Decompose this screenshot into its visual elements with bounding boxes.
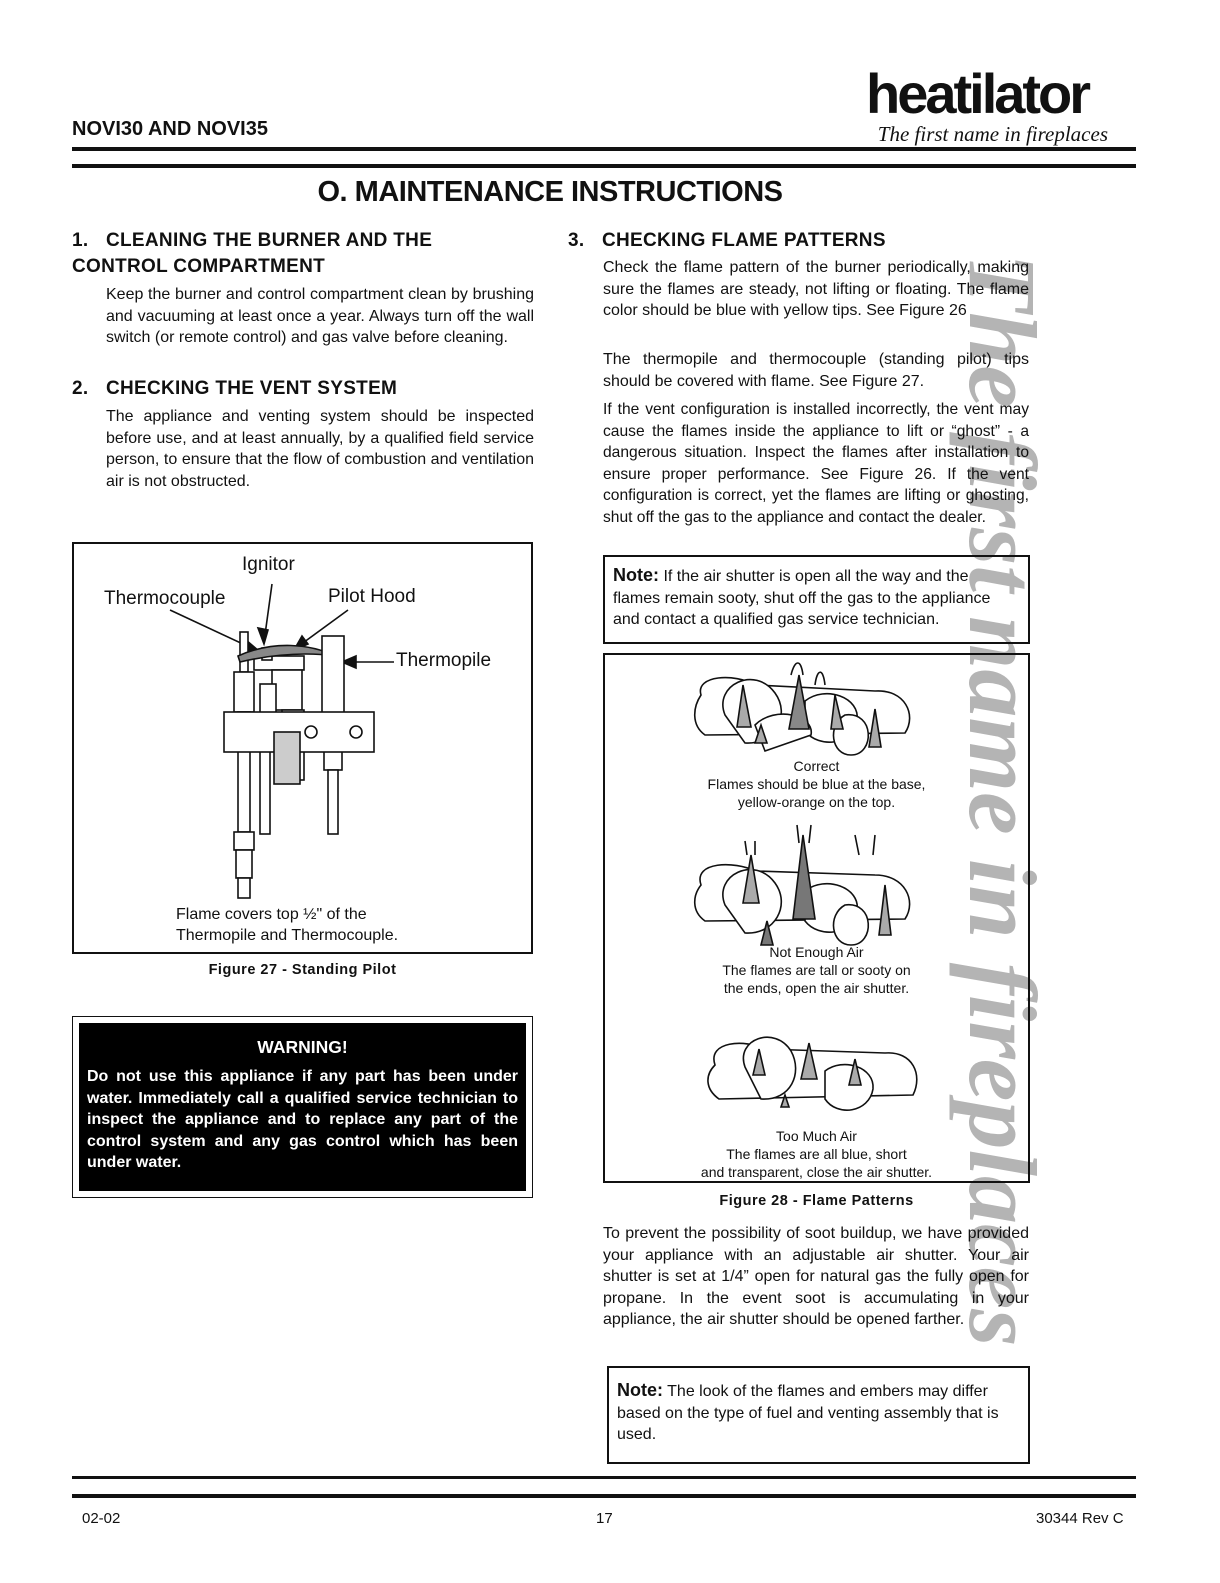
label-thermocouple: Thermocouple	[104, 588, 226, 609]
heatilator-logo	[866, 62, 1128, 147]
figure-27-standing-pilot	[72, 542, 533, 954]
figure-27-caption: Figure 27 - Standing Pilot	[208, 962, 397, 978]
page-number: 17	[596, 1510, 613, 1527]
footer-date: 02-02	[82, 1510, 121, 1527]
footer-rule-top	[72, 1476, 1136, 1479]
warning-box	[79, 1023, 526, 1191]
section-2-body: The appliance and venting system should be inspected before use, and at least annually, by a qualified field service person, to ensure that the flow of combustion and ventilation air is not obstructed.	[106, 408, 534, 490]
label-thermopile: Thermopile	[396, 650, 492, 671]
figure-28-caption: Figure 28 - Flame Patterns	[719, 1193, 914, 1209]
panel-too-much-air-caption: Too Much Air The flames are all blue, short and transparent, close the air shutter.	[700, 1128, 933, 1180]
note-flame-appearance: Note: The look of the flames and embers may differ based on the type of fuel and venting assembly that is used.	[607, 1366, 1030, 1464]
flame-patterns-drawing	[605, 655, 1032, 1185]
panel-not-enough-air-caption: Not Enough Air The flames are tall or sooty on the ends, open the air shutter.	[722, 944, 911, 996]
warning-title: WARNING!	[257, 1037, 348, 1057]
document-revision: 30344 Rev C	[1036, 1510, 1124, 1527]
label-pilot-hood: Pilot Hood	[328, 586, 416, 607]
section-3-paragraph-3: If the vent configuration is installed incorrectly, the vent may cause the flames inside the appliance to lift or “ghost” - a dangerous situation. Inspect the flames after installation to ensure proper performance. See Figure 26. If the vent configuration is correct, yet the flames are lifting or ghosting, shut off the gas to the appliance and contact the dealer.	[603, 401, 1029, 526]
flame-coverage-note: Flame covers top ½" of the Thermopile and Thermocouple.	[176, 906, 399, 944]
header-rule-bottom	[72, 164, 1136, 168]
logo-tagline: The first name in fireplaces	[877, 122, 1108, 146]
figure-28-flame-patterns	[603, 653, 1030, 1183]
footer-rule-bottom	[72, 1494, 1136, 1498]
logo-wordmark: heatilator	[866, 62, 1089, 125]
page-title: O. MAINTENANCE INSTRUCTIONS	[317, 176, 783, 208]
note-air-shutter: Note: If the air shutter is open all the way and the flames remain sooty, shut off the gas to the appliance and contact a qualified gas service technician.	[603, 555, 1030, 644]
side-watermark-text: The first name in fireplaces	[949, 253, 1056, 1347]
section-3-paragraph-1: Check the flame pattern of the burner periodically, making sure the flames are steady, not lifting or floating. The flame color should be blue with yellow tips. See Figure 26	[603, 259, 1029, 319]
section-3-paragraph-4: To prevent the possibility of soot buildup, we have provided your appliance with an adjustable air shutter. Your air shutter is set at 1/4” open for natural gas the fully open for propane. In the event soot is accumulating in your appliance, the air shutter should be opened farther.	[603, 1225, 1029, 1328]
warning-text: Do not use this appliance if any part has been under water. Immediately call a qualified service technician to inspect the appliance and to replace any part of the control system and any gas control which has been under water.	[87, 1068, 518, 1171]
model-name: NOVI30 AND NOVI35	[72, 118, 268, 140]
label-ignitor: Ignitor	[242, 554, 295, 575]
panel-correct-caption: Correct Flames should be blue at the base, yellow-orange on the top.	[707, 758, 926, 810]
section-1-body: Keep the burner and control compartment clean by brushing and vacuuming at least once a year. Always turn off the wall switch (or remote control) and gas valve before cleaning.	[106, 286, 534, 346]
header-rule-top	[72, 147, 1136, 151]
section-3-paragraph-2: The thermopile and thermocouple (standing pilot) tips should be covered with flame. See Figure 27.	[603, 351, 1029, 390]
section-1-heading: 1. CLEANING THE BURNER AND THE CONTROL COMPARTMENT	[72, 230, 433, 277]
section-3-heading: 3. CHECKING FLAME PATTERNS	[568, 230, 886, 251]
section-2-heading: 2. CHECKING THE VENT SYSTEM	[72, 378, 398, 399]
